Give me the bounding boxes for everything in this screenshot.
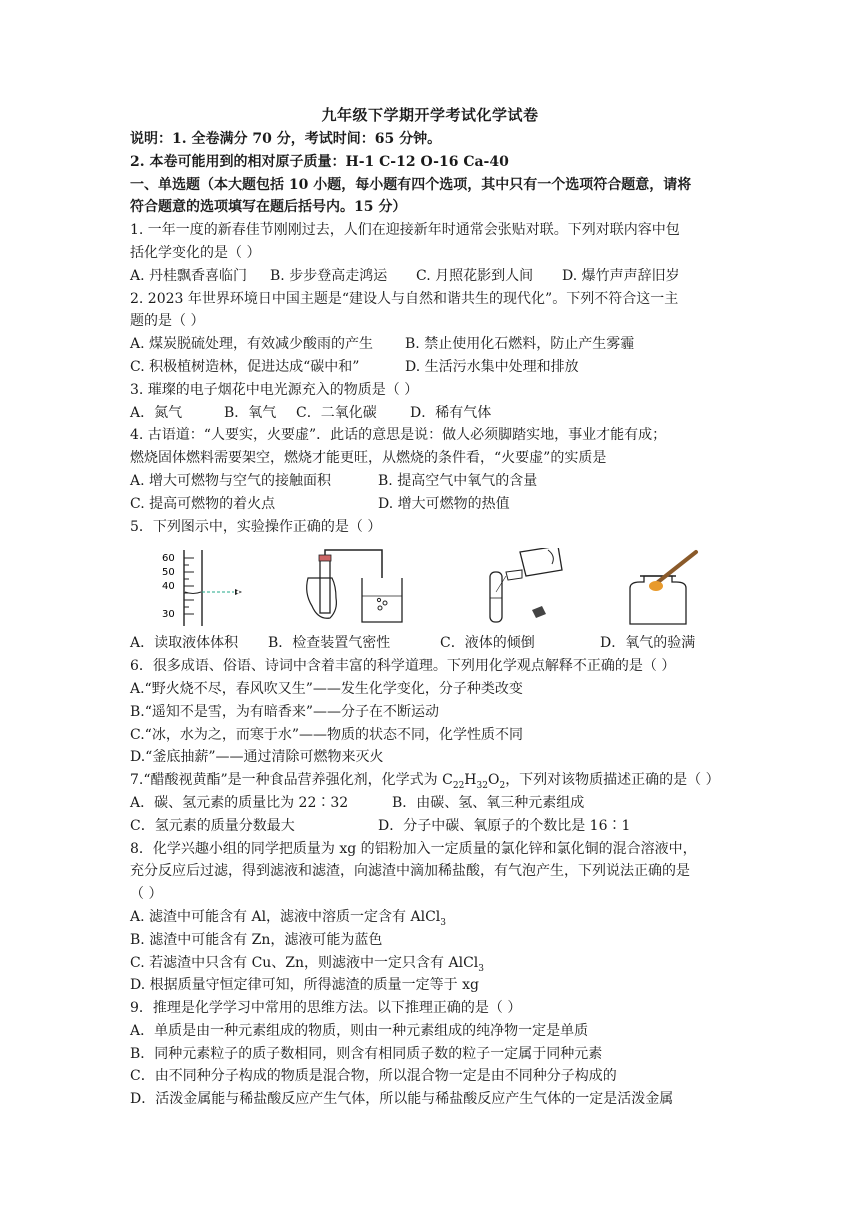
q3-option-d: D．稀有气体 (410, 404, 492, 421)
q3-option-c: C．二氧化碳 (296, 404, 377, 421)
q5-option-c: C．液体的倾倒 (440, 635, 535, 652)
q3-options (130, 402, 735, 425)
section-heading-2: 符合题意的选项填写在题后括号内。15 分） (130, 199, 407, 216)
q3-option-b: B．氧气 (224, 404, 277, 421)
q7-option-c: C．氢元素的质量分数最大 (130, 817, 295, 834)
q4-option-a: A. 增大可燃物与空气的接触面积 (130, 472, 332, 489)
q8-option-c-sub: 3 (478, 963, 484, 974)
stopper-icon (532, 606, 546, 618)
q9-option-a: A．单质是由一种元素组成的物质，则由一种元素组成的纯净物一定是单质 (130, 1022, 589, 1039)
q1-option-b: B. 步步登高走鸿运 (270, 267, 388, 284)
q7-option-a: A．碳、氢元素的质量比为 22∶32 (130, 794, 349, 811)
q4-stem-1: 4. 古语道：“人要实，火要虚”．此话的意思是说：做人必须脚踏实地，事业才能有成； (130, 427, 667, 444)
q8-stem-1: 8．化学兴趣小组的同学把质量为 xg 的铝粉加入一定质量的氯化锌和氯化铜的混合溶液中， (130, 840, 697, 857)
airtightness-check-figure (290, 548, 410, 628)
q3-option-a: A．氮气 (130, 404, 183, 421)
q1-stem-2: 括化学变化的是（ ） (130, 244, 261, 261)
q7-option-d: D．分子中碳、氧原子的个数比是 16∶1 (378, 817, 631, 834)
q2-stem-1: 2. 2023 年世界环境日中国主题是“建设人与自然和谐共生的现代化”。下列不符合这一主 (130, 290, 679, 307)
q2-options-row-1 (130, 333, 735, 356)
q7-options-row-1 (130, 792, 735, 815)
q6-option-b: B.“遥知不是雪，为有暗香来”——分子在不断运动 (130, 703, 440, 720)
q1-option-c: C. 月照花影到人间 (416, 267, 534, 284)
q8-option-a-sub: 3 (440, 917, 447, 928)
q1-option-d: D. 爆竹声声辞旧岁 (562, 267, 680, 284)
q5-option-d: D．氧气的验满 (600, 635, 696, 652)
q7-sub-h: 32 (476, 780, 488, 791)
q4-options-row-2 (130, 493, 735, 516)
q7-o: O (487, 772, 500, 789)
q8-option-c (130, 952, 735, 975)
note-line-2: 2. 本卷可能用到的相对原子质量：H-1 C-12 O-16 Ca-40 (130, 153, 509, 170)
q4-stem-2: 燃烧固体燃料需要架空，燃烧才能更旺，从燃烧的条件看，“火要虚”的实质是 (130, 450, 607, 467)
section-heading-1: 一、单选题（本大题包括 10 小题，每小题有四个选项，其中只有一个选项符合题意，请将 (130, 176, 692, 193)
tick-label-50: 50 (162, 567, 175, 579)
tick-label-30: 30 (162, 609, 175, 621)
tick-label-60: 60 (162, 553, 175, 565)
q9-option-d: D．活泼金属能与稀盐酸反应产生气体，所以能与稀盐酸反应产生气体的一定是活泼金属 (130, 1091, 674, 1108)
pouring-liquid-figure (460, 548, 570, 628)
page-title: 九年级下学期开学考试化学试卷 (321, 106, 539, 124)
wooden-splint-icon (658, 552, 696, 582)
q2-stem-2: 题的是（ ） (130, 313, 205, 330)
q2-option-a: A. 煤炭脱硫处理，有效减少酸雨的产生 (130, 336, 374, 353)
reagent-bottle-icon (520, 548, 562, 576)
q8-stem-3: （ ） (130, 886, 163, 903)
q8-option-d: D. 根据质量守恒定律可知，所得滤渣的质量一定等于 xg (130, 977, 479, 994)
q3-stem: 3. 璀璨的电子烟花中电光源充入的物质是（ ） (130, 381, 419, 398)
note-line-1: 说明：1. 全卷满分 70 分，考试时间：65 分钟。 (130, 131, 442, 147)
q4-options-row-1 (130, 470, 735, 493)
q6-stem: 6．很多成语、俗语、诗词中含着丰富的科学道理。下列用化学观点解释不正确的是（ ） (130, 658, 676, 675)
q2-option-b: B. 禁止使用化石燃料，防止产生雾霾 (405, 336, 635, 353)
q8-option-b: B. 滤渣中可能含有 Zn，滤液可能为蓝色 (130, 931, 383, 948)
q7-stem-post: ，下列对该物质描述正确的是（ ） (505, 772, 720, 789)
test-tube-icon (490, 572, 502, 622)
q7-stem (130, 769, 735, 792)
q7-sub-c: 22 (452, 780, 465, 791)
q5-option-a: A．读取液体体积 (130, 635, 239, 652)
q1-option-a: A. 丹桂飘香喜临门 (130, 267, 248, 284)
q2-option-c: C. 积极植树造林，促进达成“碳中和” (130, 358, 360, 375)
q7-stem-pre: 7.“醋酸视黄酯”是一种食品营养强化剂，化学式为 C (130, 772, 453, 789)
q6-option-c: C.“冰，水为之，而寒于水”——物质的状态不同，化学性质不同 (130, 726, 523, 743)
q8-option-a (130, 906, 735, 929)
oxygen-test-figure (610, 548, 720, 628)
q9-option-c: C．由不同种分子构成的物质是混合物，所以混合物一定是由不同种分子构成的 (130, 1068, 617, 1085)
q5-options (130, 632, 735, 655)
q5-figures (130, 548, 735, 628)
q7-h: H (464, 772, 477, 789)
q8-option-c-text: C. 若滤渣中只含有 Cu、Zn，则滤液中一定只含有 AlCl (130, 954, 479, 971)
q4-option-b: B. 提高空气中氧气的含量 (378, 472, 538, 489)
q8-option-a-text: A. 滤渣中可能含有 Al，滤液中溶质一定含有 AlCl (130, 908, 441, 925)
q9-stem: 9．推理是化学学习中常用的思维方法。以下推理正确的是（ ） (130, 1000, 522, 1017)
q2-option-d: D. 生活污水集中处理和排放 (405, 358, 579, 375)
graduated-cylinder-figure (158, 548, 248, 628)
hand-icon (307, 578, 337, 618)
q7-options-row-2 (130, 815, 735, 838)
q9-option-b: B．同种元素粒子的质子数相同，则含有相同质子数的粒子一定属于同种元素 (130, 1045, 603, 1062)
q8-stem-2: 充分反应后过滤，得到滤液和滤渣，向滤渣中滴加稀盐酸，有气泡产生，下列说法正确的是 (130, 863, 690, 880)
tick-label-40: 40 (162, 581, 175, 593)
flame-icon (649, 581, 663, 591)
q2-options-row-2 (130, 356, 735, 379)
q1-options (130, 265, 735, 288)
q1-stem-1: 1. 一年一度的新春佳节刚刚过去，人们在迎接新年时通常会张贴对联。下列对联内容中包 (130, 222, 680, 239)
q6-option-d: D.“釜底抽薪”——通过清除可燃物来灭火 (130, 749, 384, 766)
q5-stem: 5．下列图示中，实验操作正确的是（ ） (130, 518, 382, 535)
q5-option-b: B．检查装置气密性 (268, 635, 391, 652)
q7-option-b: B．由碳、氢、氧三种元素组成 (392, 794, 585, 811)
exam-content (130, 128, 735, 1111)
q4-option-c: C. 提高可燃物的着火点 (130, 495, 276, 512)
q7-sub-o: 2 (499, 780, 506, 791)
q4-option-d: D. 增大可燃物的热值 (378, 495, 510, 512)
q6-option-a: A.“野火烧不尽，春风吹又生”——发生化学变化，分子种类改变 (130, 680, 523, 697)
